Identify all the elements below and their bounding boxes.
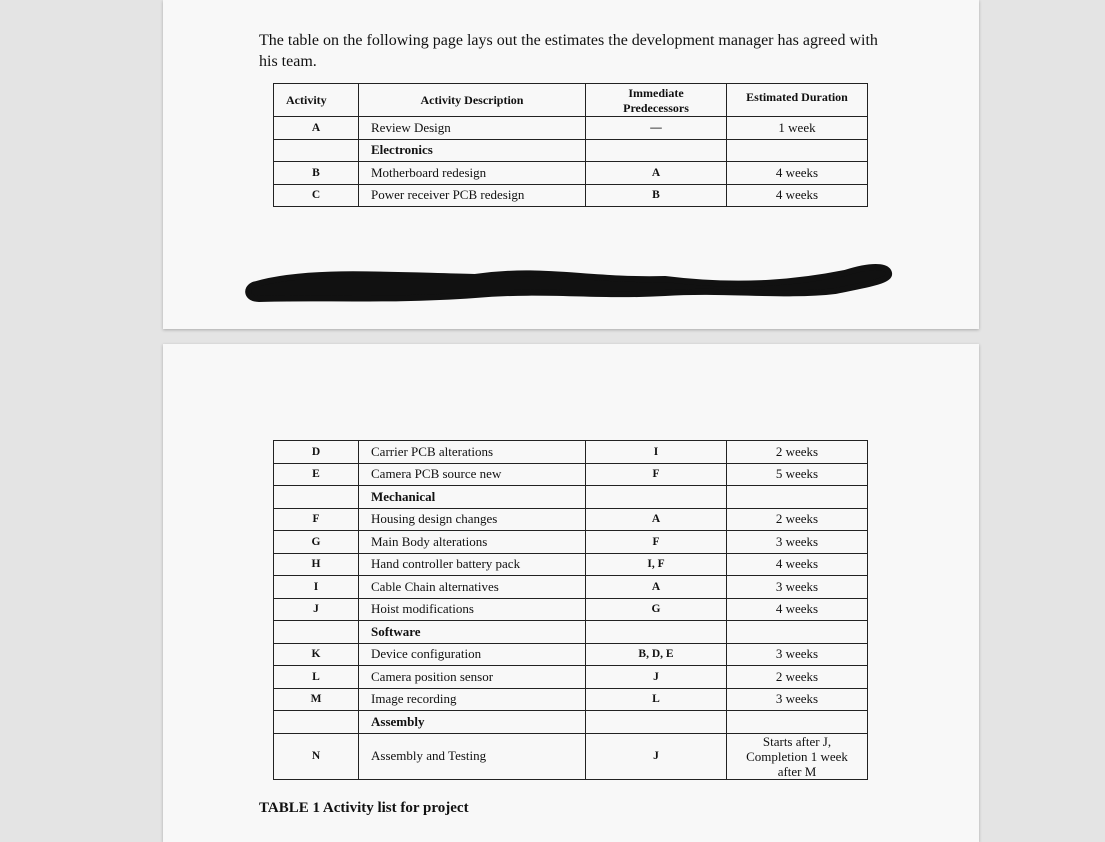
predecessors-cell: J [586,666,727,689]
predecessors-cell: I, F [586,553,727,576]
table-row [274,162,868,185]
predecessors-cell: J [586,733,727,779]
duration-cell: Starts after J, Completion 1 week after M [727,733,868,779]
duration-cell: 2 weeks [727,666,868,689]
table-row [274,553,868,576]
activity-id-cell: L [274,666,359,689]
predecessors-cell: — [586,117,727,140]
section-label: Electronics [359,139,586,162]
duration-cell: 5 weeks [727,463,868,486]
table-row [274,184,868,207]
section-empty-cell [727,711,868,734]
table-row [274,688,868,711]
activity-description-cell: Power receiver PCB redesign [359,184,586,207]
section-empty-cell [274,486,359,509]
table-row [274,531,868,554]
activity-id-cell: G [274,531,359,554]
predecessors-cell: A [586,508,727,531]
duration-cell: 3 weeks [727,531,868,554]
predecessors-cell: F [586,531,727,554]
section-empty-cell [274,621,359,644]
duration-cell: 4 weeks [727,162,868,185]
duration-cell: 2 weeks [727,441,868,464]
activity-id-cell: J [274,598,359,621]
table-row [274,666,868,689]
section-empty-cell [586,139,727,162]
predecessors-cell: A [586,162,727,185]
predecessors-cell: F [586,463,727,486]
activity-description-cell: Review Design [359,117,586,140]
section-empty-cell [727,486,868,509]
table-row [274,117,868,140]
predecessors-cell: B [586,184,727,207]
redaction-stroke [248,267,889,299]
activity-description-cell: Cable Chain alternatives [359,576,586,599]
predecessors-cell: A [586,576,727,599]
section-empty-cell [586,486,727,509]
section-label: Assembly [359,711,586,734]
document-page-1 [163,0,979,329]
duration-cell: 3 weeks [727,688,868,711]
duration-cell: 2 weeks [727,508,868,531]
activity-id-cell: A [274,117,359,140]
activity-id-cell: N [274,733,359,779]
table-body-1 [274,117,868,207]
activity-description-cell: Device configuration [359,643,586,666]
predecessors-cell: G [586,598,727,621]
section-empty-cell [727,621,868,644]
section-label: Software [359,621,586,644]
activity-id-cell: F [274,508,359,531]
table-row [274,463,868,486]
header-predecessors: Immediate Predecessors [586,84,727,117]
activity-description-cell: Motherboard redesign [359,162,586,185]
section-empty-cell [274,711,359,734]
predecessors-cell: L [586,688,727,711]
table-row [274,598,868,621]
document-page-2 [163,344,979,842]
predecessors-cell: I [586,441,727,464]
activity-table-part-1 [273,83,868,207]
activity-id-cell: H [274,553,359,576]
section-row [274,486,868,509]
table-row [274,441,868,464]
table-caption: TABLE 1 Activity list for project [259,800,469,816]
header-activity: Activity [274,84,359,117]
activity-table-part-2 [273,440,868,780]
duration-cell: 3 weeks [727,576,868,599]
activity-id-cell: K [274,643,359,666]
activity-id-cell: D [274,441,359,464]
header-description: Activity Description [359,84,586,117]
activity-description-cell: Carrier PCB alterations [359,441,586,464]
table-row [274,733,868,779]
duration-cell: 4 weeks [727,184,868,207]
predecessors-cell: B, D, E [586,643,727,666]
activity-id-cell: I [274,576,359,599]
activity-id-cell: B [274,162,359,185]
table-row [274,508,868,531]
section-row [274,711,868,734]
section-empty-cell [586,711,727,734]
activity-description-cell: Housing design changes [359,508,586,531]
duration-cell: 4 weeks [727,598,868,621]
section-empty-cell [586,621,727,644]
table-row [274,643,868,666]
header-duration: Estimated Duration [727,84,868,117]
duration-cell: 1 week [727,117,868,140]
redaction-scribble [245,255,893,303]
section-row [274,139,868,162]
activity-description-cell: Camera position sensor [359,666,586,689]
duration-cell: 4 weeks [727,553,868,576]
section-empty-cell [274,139,359,162]
duration-cell: 3 weeks [727,643,868,666]
section-row [274,621,868,644]
table-body-2 [274,441,868,780]
section-label: Mechanical [359,486,586,509]
table-row [274,576,868,599]
activity-description-cell: Main Body alterations [359,531,586,554]
activity-id-cell: E [274,463,359,486]
section-empty-cell [727,139,868,162]
activity-description-cell: Assembly and Testing [359,733,586,779]
intro-paragraph: The table on the following page lays out the estimates the development manager has agreed with his team. [259,32,878,70]
activity-id-cell: C [274,184,359,207]
table-header-row [274,84,868,117]
activity-description-cell: Hand controller battery pack [359,553,586,576]
activity-id-cell: M [274,688,359,711]
activity-description-cell: Hoist modifications [359,598,586,621]
activity-description-cell: Image recording [359,688,586,711]
activity-description-cell: Camera PCB source new [359,463,586,486]
